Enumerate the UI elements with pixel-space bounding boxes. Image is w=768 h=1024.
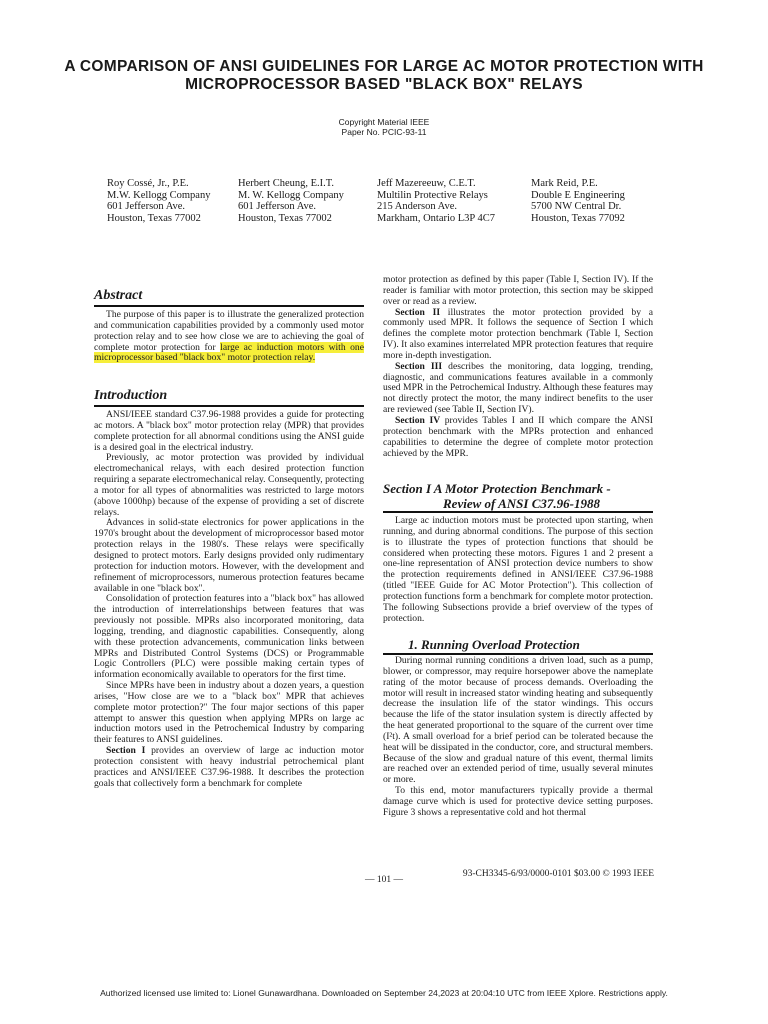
paper-title: A COMPARISON OF ANSI GUIDELINES FOR LARGE AC MOTOR PROTECTION WITH MICROPROCESSOR BASED "BLACK BOX" RELAYS	[64, 58, 704, 93]
intro-paragraph: Previously, ac motor protection was provided by individual electromechanical relays, with each desired protection function requiring a separate electromechanical relay. Consequently, protecting a motor for all types of abnormalities was restricted to large motors (above 1000hp) because of the expense of providing a set of discrete relays.	[94, 452, 364, 518]
intro-paragraph: ANSI/IEEE standard C37.96-1988 provides a guide for protecting ac motors. A "black box" motor protection relay (MPR) that provides complete protection for all abnormal conditions using the ANSI guide is a desired goal in the electrical industry.	[94, 409, 364, 453]
heading-rule	[94, 405, 364, 407]
author-city: Houston, Texas 77002	[107, 212, 201, 224]
author-city: Houston, Texas 77092	[531, 212, 625, 224]
license-footer: Authorized licensed use limited to: Lionel Gunawardhana. Downloaded on September 24,2023 at 20:04:10 UTC from IEEE Xplore. Restrictions apply.	[100, 988, 668, 998]
intro-paragraph: Consolidation of protection features into a "black box" has allowed the introduction of interrelationships between features that was previously not possible. MPRs also incorporated monitoring, data logging, trending, and diagnostic capabilities. Consequently, along with these protection advancements, communication links between MPRs and Distributed Control Systems (DCS) or Programmable Logic Controllers (PLC) were possible making certain types of information economically available to operators for the first time.	[94, 593, 365, 681]
section1-paragraph: Large ac induction motors must be protected upon starting, when running, and during abnormal conditions. The purpose of this section is to illustrate the types of protection functions that should be considered when protecting these motors. Figures 1 and 2 present a one-line representation of ANSI protection device numbers to show the protection requirements defined in ANSI/IEEE C37.96-1988 (titled "IEEE Guide for AC Motor Protection"). This collection of protection functions form a benchmark for complete motor protection. The following Subsections provide a brief overview of the types of protection.	[383, 515, 653, 624]
author-org: Double E Engineering	[531, 189, 625, 201]
intro-paragraph: Advances in solid-state electronics for power applications in the 1970's brought about the development of microprocessor based motor protection relays in the 1980's. These relays were specifically designed to protect motors. Early designs provided only rudimentary protection for induction motors. However, with the development and refinement of microprocessors, numerous protection features became available in one "black box".	[94, 517, 364, 594]
author-org: M. W. Kellogg Company	[238, 189, 344, 201]
author-name: Roy Cossé, Jr., P.E.	[107, 178, 189, 189]
copyright-line: Copyright Material IEEE	[338, 117, 430, 127]
running-overload-body	[383, 656, 653, 819]
overload-paragraph: To this end, motor manufacturers typically provide a thermal damage curve which is used for protective device setting purposes. Figure 3 shows a representative cold and hot thermal	[383, 785, 653, 818]
author-address: 215 Anderson Ave.	[377, 201, 458, 212]
overload-paragraph: During normal running conditions a driven load, such as a pump, blower, or compressor, may require horsepower above the nameplate rating of the motor because of process demands. Overloading the motor will result in increased stator winding heating and subsequently decrease the insulation life of the stator windings. This occurs because the life of the stator insulation system is directly affected by the heat generated proportional to the square of the current over time (I²t). A small overload for a brief period can be tolerated because the heat will be dissipated in the conductor, core, and structural members. Because of the slow and gradual nature of this event, thermal limits are reached over an extended period of time, usually several minutes or more.	[383, 655, 653, 786]
introduction-body	[94, 410, 364, 790]
intro-paragraph: Section IV provides Tables I and II which compare the ANSI protection benchmark with the MPRs protection and enhanced capabilities to determine the degree of complete motor protection achieved by the MPR.	[383, 414, 654, 459]
author-city: Markham, Ontario L3P 4C7	[377, 212, 496, 224]
author-address: 601 Jefferson Ave.	[107, 201, 186, 212]
section1-heading: Section I A Motor Protection Benchmark - Review of ANSI C37.96-1988	[383, 481, 611, 511]
intro-paragraph: motor protection as defined by this paper (Table I, Section IV). If the reader is familiar with motor protection, this section may be skipped over or read as a review.	[383, 274, 653, 307]
author-org: M.W. Kellogg Company	[107, 189, 211, 201]
ieee-code: 93-CH3345-6/93/0000-0101 $03.00 © 1993 IEEE	[462, 869, 654, 879]
intro-paragraph: Section I provides an overview of large ac induction motor protection consistent with heavy industrial petrochemical plant practices and ANSI/IEEE C37.96-1988. It describes the protection goals that collectively form a benchmark for complete	[94, 745, 364, 789]
paper-number: Paper No. PCIC-93-11	[341, 127, 427, 137]
right-column-intro	[383, 275, 653, 459]
author-address: 601 Jefferson Ave.	[238, 201, 317, 212]
author-name: Herbert Cheung, E.I.T.	[238, 178, 335, 189]
running-overload-heading: 1. Running Overload Protection	[408, 637, 580, 652]
author-block	[238, 178, 373, 224]
heading-rule	[383, 511, 653, 513]
abstract-highlight: large ac induction motors with one microprocessor based "black box" motor protection relay.	[94, 341, 364, 364]
section1-body	[383, 516, 653, 624]
author-city: Houston, Texas 77002	[238, 212, 332, 224]
author-block	[531, 178, 671, 224]
author-block	[377, 178, 527, 224]
author-name: Mark Reid, P.E.	[531, 178, 598, 189]
abstract-text: The purpose of this paper is to illustrate the generalized protection and communication capabilities provided by a commonly used motor protection relay and to see how close we are to achieving the goal of complete motor protection for	[94, 309, 364, 353]
intro-paragraph: Since MPRs have been in industry about a dozen years, a question arises, "How close are we to a "black box" MPR that achieves complete motor protection?" The four major sections of this paper attempt to answer this question when applying MPRs on large ac induction motors used in the Petrochemical Industry by comparing their features to ANSI guidelines.	[94, 680, 364, 746]
heading-rule	[94, 305, 364, 307]
abstract-heading: Abstract	[94, 288, 143, 303]
introduction-heading: Introduction	[94, 388, 168, 403]
author-org: Multilin Protective Relays	[377, 189, 488, 201]
author-address: 5700 NW Central Dr.	[531, 201, 622, 212]
page-number: — 101 —	[365, 875, 403, 885]
abstract-body	[94, 310, 364, 364]
author-name: Jeff Mazereeuw, C.E.T.	[377, 178, 476, 189]
intro-paragraph: Section III describes the monitoring, data logging, trending, diagnostic, and communications features available in a commonly used MPR in the Petrochemical Industry. Although these features may not directly protect the motor, the many indirect benefits to the user are reviewed (see Table II, Section IV).	[383, 360, 653, 416]
intro-paragraph: Section II illustrates the motor protection provided by a commonly used MPR. It follows the sequence of Section I which defines the complete motor protection benchmark (Table I, Section IV). It also examines interrelated MPR protection features that require more in-depth investigation.	[383, 306, 654, 361]
author-block	[107, 178, 237, 224]
